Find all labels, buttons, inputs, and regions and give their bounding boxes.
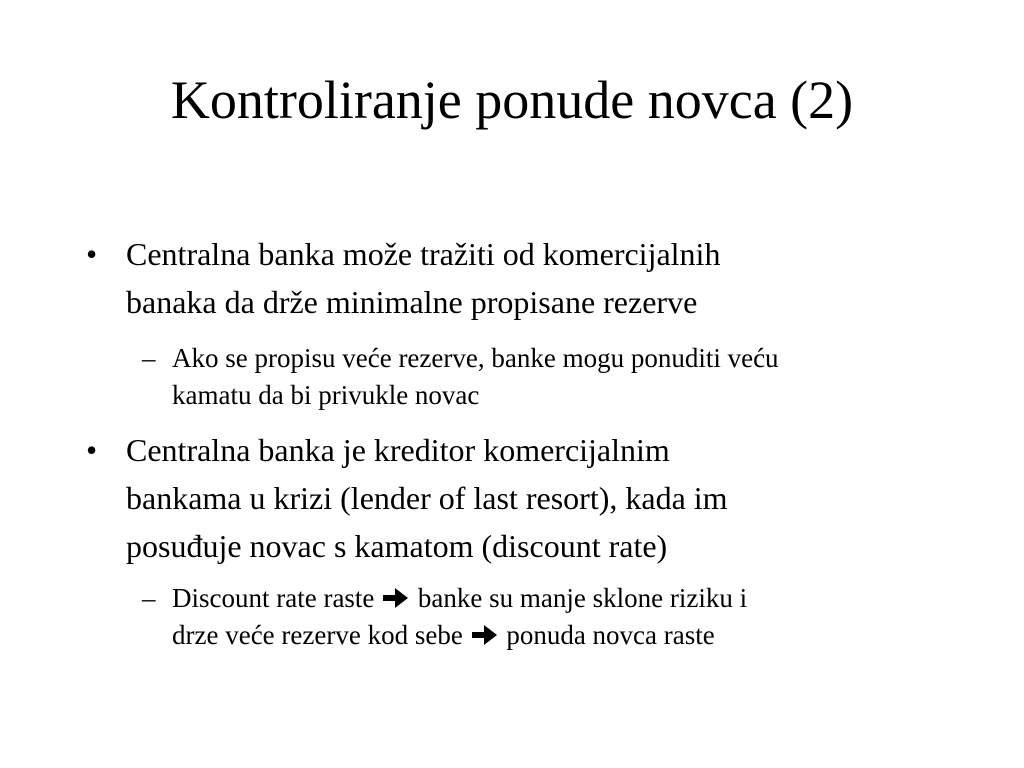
bullet-text-line: Centralna banka je kreditor komercijalnim — [126, 432, 670, 468]
sub-bullet-text: ponuda novca raste — [506, 620, 715, 650]
bullet-text-line: bankama u krizi (lender of last resort), kada im — [126, 480, 728, 516]
sub-bullet-text-line — [172, 617, 972, 654]
sub-bullet-text: Discount rate raste — [172, 583, 375, 613]
sub-bullet-mark: – — [142, 583, 156, 613]
sub-bullet-text-line: Ako se propisu veće rezerve, banke mogu ponuditi veću — [172, 343, 779, 373]
sub-bullet-text-line — [172, 580, 972, 617]
bullet-mark: • — [86, 432, 98, 468]
bullet-text-line: posuđuje novac s kamatom (discount rate) — [126, 528, 668, 564]
sub-bullet-item — [142, 580, 972, 654]
sub-bullet-text: drze veće rezerve kod sebe — [172, 620, 463, 650]
sub-bullet-text-line: kamatu da bi privukle novac — [172, 380, 480, 410]
bullet-item — [86, 230, 926, 326]
bullet-item — [86, 426, 926, 570]
sub-bullet-text: banke su manje sklone riziku i — [417, 583, 748, 613]
bullet-text-line: Centralna banka može tražiti od komercijalnih — [126, 236, 721, 272]
sub-bullet-item — [142, 340, 972, 414]
right-arrow-icon — [383, 587, 409, 609]
right-arrow-icon — [472, 624, 498, 646]
bullet-mark: • — [86, 236, 98, 272]
sub-bullet-mark: – — [142, 343, 156, 373]
bullet-text-line: banaka da drže minimalne propisane rezerve — [126, 284, 698, 320]
slide-title: Kontroliranje ponude novca (2) — [170, 70, 854, 130]
